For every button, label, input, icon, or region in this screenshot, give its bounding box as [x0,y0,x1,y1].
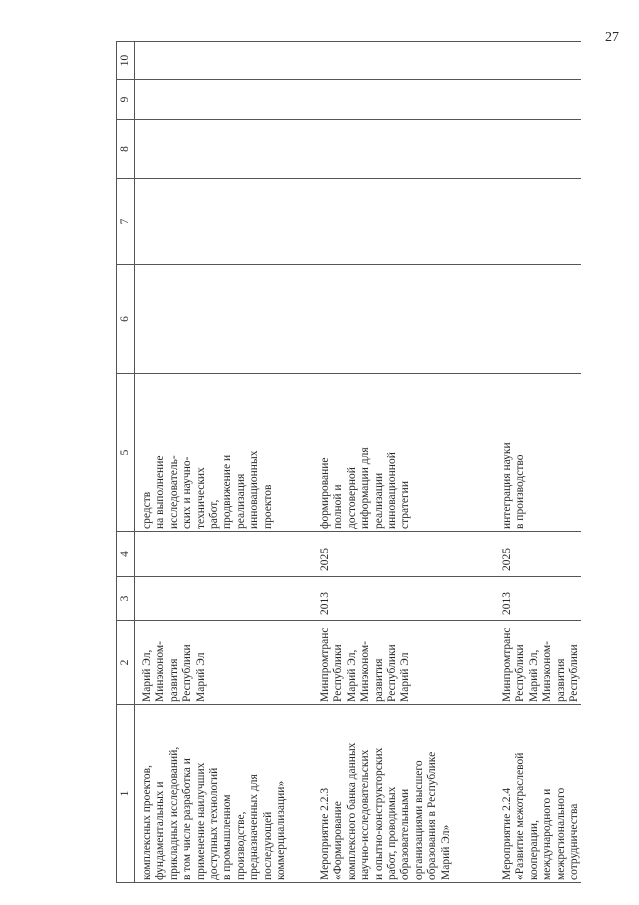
executor-line: развития [167,658,180,702]
result-line: проектов [261,484,274,529]
table-row [495,42,581,883]
executor-cell [135,621,314,705]
result-cell [495,374,581,532]
executor-line: Республики [332,644,345,702]
activity-line: научно-исследовательских [359,749,372,880]
result-line: стратегии [399,481,412,529]
start-year-cell [135,577,314,621]
activity-line: сотрудничества [568,803,581,880]
activity-line: «Развитие межотраслевой [514,752,527,880]
empty-cell [135,80,314,120]
end-year-cell [135,532,314,577]
result-line: реализация [234,473,247,529]
executor-line: Минпромтранс [501,627,513,702]
result-line: реализации [372,472,385,529]
empty-cell [135,179,314,265]
result-line: инновационной [386,452,399,529]
empty-cell [495,120,581,179]
activity-line: последующей [261,811,274,880]
executor-cell [313,621,495,705]
empty-cell [495,80,581,120]
executor-line: развития [554,658,567,702]
activity-line: предназначенных для [248,774,261,880]
result-line: на выполнение [154,455,167,529]
program-table [116,41,581,883]
result-line: формирование [319,457,331,529]
header-col-6: 6 [117,265,135,374]
executor-line: Республики [386,644,399,702]
empty-cell [135,42,314,80]
activity-line: «Формирование [332,801,345,880]
empty-cell [495,265,581,374]
activity-line: доступных технологий [208,767,221,880]
start-year-cell: 2013 [495,577,581,621]
activity-line: Мероприятие 2.2.3 [319,787,331,880]
result-line: полной и [332,484,345,529]
activity-cell [313,705,495,883]
activity-line: в промышленном [221,794,234,880]
activity-line: коммерциализации» [275,780,288,880]
header-col-4: 4 [117,532,135,577]
result-line: достоверной [345,467,358,529]
activity-line: международного и [541,788,554,880]
result-line: продвижение и [221,454,234,529]
activity-line: комплексного банка данных [345,742,358,880]
activity-line: в том числе разработка и [181,758,194,880]
activity-line: образования в Республике [426,751,439,880]
activity-line: прикладных исследований, [167,746,180,880]
activity-line: Марий Эл» [439,824,452,880]
activity-line: кооперации, [527,820,540,880]
result-line: в производство [514,454,527,529]
executor-line: Республики [568,644,581,702]
header-col-10: 10 [117,42,135,80]
empty-cell [313,265,495,374]
header-col-5: 5 [117,374,135,532]
result-cell [135,374,314,532]
result-cell [313,374,495,532]
empty-cell [135,265,314,374]
empty-cell [313,120,495,179]
page-number: 27 [605,30,619,45]
table-row [135,42,314,883]
result-line: исследователь- [167,455,180,529]
result-line: инновационных [248,450,261,529]
header-col-7: 7 [117,179,135,265]
executor-cell [495,621,581,705]
header-col-8: 8 [117,120,135,179]
start-year-cell: 2013 [313,577,495,621]
executor-line: Минэконом- [541,640,554,702]
activity-line: работ, проводимых [386,786,399,880]
result-line: средств [141,491,153,529]
activity-line: межрегионального [554,787,567,880]
activity-line: фундаментальных и [154,781,167,880]
end-year-cell: 2025 [313,532,495,577]
end-year-cell: 2025 [495,532,581,577]
header-col-2: 2 [117,621,135,705]
executor-line: Минэконом- [154,640,167,702]
executor-line: Марий Эл, [141,649,153,702]
result-line: технических [194,467,207,529]
executor-line: Минпромтранс [319,627,331,702]
executor-line: Минэконом- [359,640,372,702]
activity-line: комплексных проектов, [141,765,153,880]
empty-cell [313,42,495,80]
executor-line: Марий Эл [399,652,412,702]
executor-line: Республики [181,644,194,702]
rotated-table-page [0,5,639,905]
header-row [117,42,135,883]
result-line: информации для [359,447,372,529]
header-col-1: 1 [117,705,135,883]
executor-line: Республики [514,644,527,702]
table-row [313,42,495,883]
activity-line: применение наилучших [194,762,207,880]
result-line: интеграция науки [501,442,513,529]
empty-cell [135,120,314,179]
result-line: работ, [208,499,221,529]
executor-line: Марий Эл [194,652,207,702]
activity-line: Мероприятие 2.2.4 [501,787,513,880]
executor-line: развития [372,658,385,702]
empty-cell [495,42,581,80]
empty-cell [313,179,495,265]
activity-line: организациями высшего [412,760,425,880]
empty-cell [495,179,581,265]
header-col-9: 9 [117,80,135,120]
empty-cell [313,80,495,120]
activity-cell [495,705,581,883]
activity-cell [135,705,314,883]
activity-line: производстве, [234,811,247,880]
executor-line: Марий Эл, [527,649,540,702]
result-line: ских и научно- [181,456,194,529]
executor-line: Марий Эл, [345,649,358,702]
activity-line: и опытно-конструкторских [372,747,385,880]
header-col-3: 3 [117,577,135,621]
activity-line: образовательными [399,788,412,880]
